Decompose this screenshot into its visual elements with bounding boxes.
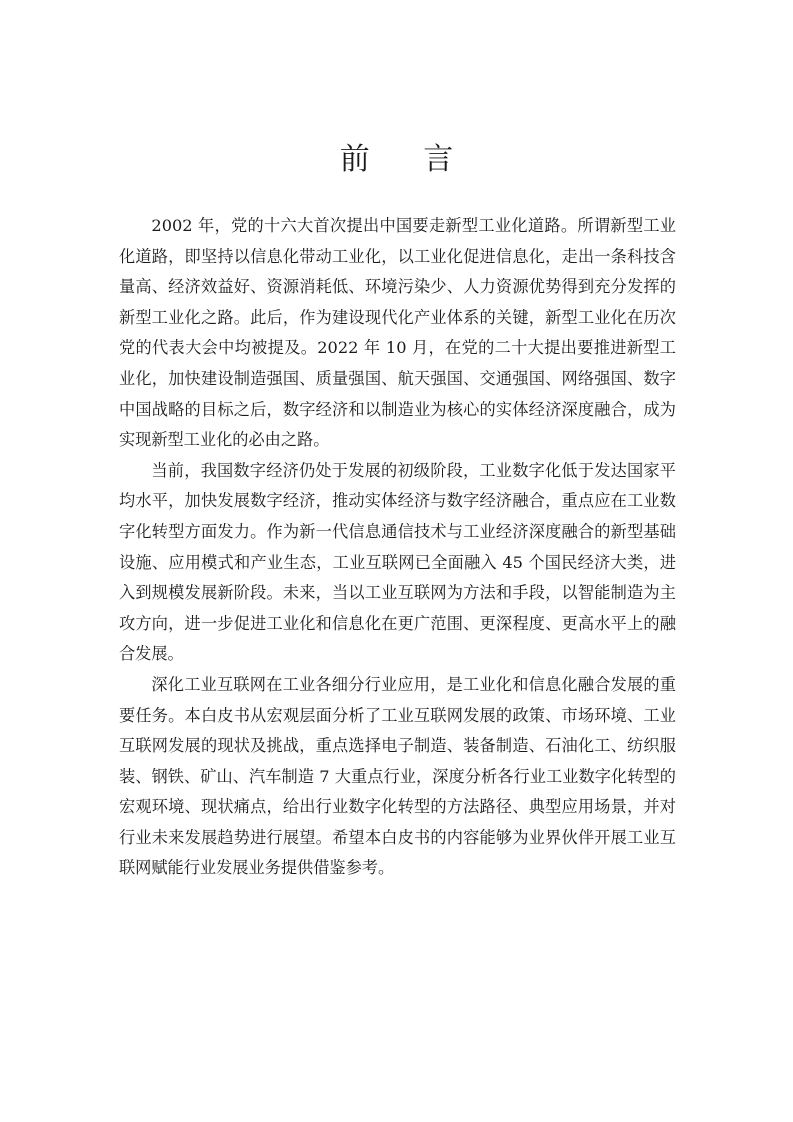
paragraph: 2002 年，党的十六大首次提出中国要走新型工业化道路。所谓新型工业化道路，即坚持以信息化带动工业化，以工业化促进信息化，走出一条科技含量高、经济效益好、资源消耗低、环境污染少、人力资源优势得到充分发挥的新型工业化之路。此后，作为建设现代化产业体系的关键，新型工业化在历次党的代表大会中均被提及。2022 年 10 月，在党的二十大提出要推进新型工业化，加快建设制造强国、质量强国、航天强国、交通强国、网络强国、数字中国战略的目标之后，数字经济和以制造业为核心的实体经济深度融合，成为实现新型工业化的必由之路。 bbox=[119, 216, 676, 450]
paragraph: 当前，我国数字经济仍处于发展的初级阶段，工业数字化低于发达国家平均水平，加快发展数字经济，推动实体经济与数字经济融合，重点应在工业数字化转型方面发力。作为新一代信息通信技术与工业经济深度融合的新型基础设施、应用模式和产业生态，工业互联网已全面融入 45 个国民经济大类，进入到规模发展新阶段。未来，当以工业互联网为方法和手段，以智能制造为主攻方向，进一步促进工业化和信息化在更广范围、更深程度、更高水平上的融合发展。 bbox=[119, 460, 676, 664]
page-title: 前 言 bbox=[339, 142, 476, 178]
body-text bbox=[119, 211, 676, 884]
paragraph: 深化工业互联网在工业各细分行业应用，是工业化和信息化融合发展的重要任务。本白皮书从宏观层面分析了工业互联网发展的政策、市场环境、工业互联网发展的现状及挑战，重点选择电子制造、装备制造、石油化工、纺织服装、钢铁、矿山、汽车制造 7 大重点行业，深度分析各行业工业数字化转型的宏观环境、现状痛点，给出行业数字化转型的方法路径、典型应用场景，并对行业未来发展趋势进行展望。希望本白皮书的内容能够为业界伙伴开展工业互联网赋能行业发展业务提供借鉴参考。 bbox=[119, 674, 676, 878]
